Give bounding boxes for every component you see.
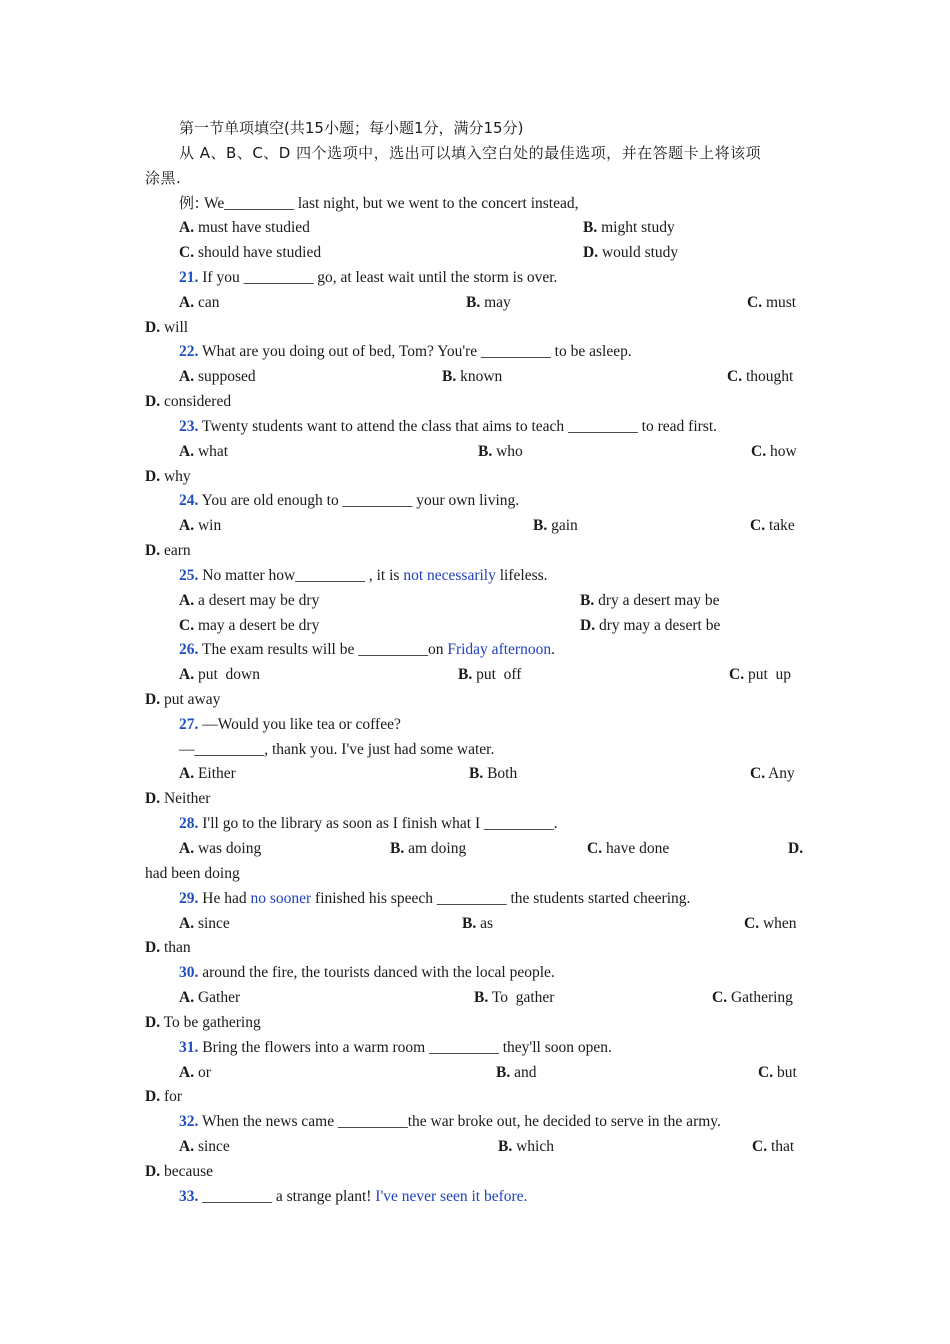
question-29-option-c: C. when	[744, 915, 797, 932]
question-27-stem: 27. —Would you like tea or coffee?	[179, 716, 401, 733]
question-23-stem: 23. Twenty students want to attend the class that aims to teach _________ to read first.	[179, 418, 718, 435]
question-32-stem: 32. When the news came _________the war broke out, he decided to serve in the army.	[179, 1113, 721, 1130]
question-31-option-d: D. for	[145, 1088, 183, 1105]
question-27-option-d: D. Neither	[145, 790, 211, 807]
example-stem-text: We_________ last night, but we went to the concert instead,	[200, 195, 579, 212]
question-27-stem-reply: —_________, thank you. I've just had some water.	[179, 741, 495, 758]
question-22-option-b: B. known	[442, 368, 503, 385]
question-21-option-c: C. must	[747, 294, 797, 311]
question-30-stem: 30. around the fire, the tourists danced with the local people.	[179, 964, 555, 981]
question-28-option-d: had been doing	[145, 865, 240, 882]
question-32-option-a: A. since	[179, 1138, 230, 1155]
question-22-option-d: D. considered	[145, 393, 232, 410]
question-26-option-c: C. put up	[729, 666, 792, 683]
question-24-option-b: B. gain	[533, 517, 578, 534]
question-26-option-b: B. put off	[458, 666, 522, 683]
question-30-option-d: D. To be gathering	[145, 1014, 261, 1031]
question-28-option-c: C. have done	[587, 840, 670, 857]
question-31-option-b: B. and	[496, 1064, 537, 1081]
example-prefix: 例:	[179, 194, 201, 212]
section-title: 第一节单项填空(共15小题；每小题1分，满分15分)	[179, 119, 524, 137]
example-option-c: C. should have studied	[179, 244, 322, 261]
question-24-option-d: D. earn	[145, 542, 191, 559]
question-23-option-b: B. who	[478, 443, 523, 460]
instruction-line-1: 从 A、B、C、D 四个选项中，选出可以填入空白处的最佳选项，并在答题卡上将该项	[179, 144, 762, 162]
question-27-option-c: C. Any	[750, 765, 795, 782]
question-24-option-c: C. take	[750, 517, 795, 534]
question-23-option-a: A. what	[179, 443, 229, 460]
question-32-option-b: B. which	[498, 1138, 554, 1155]
question-33-stem: 33. _________ a strange plant! I've never seen it before.	[179, 1188, 528, 1205]
question-29-stem: 29. He had no sooner finished his speech _________ the students started cheering.	[179, 890, 691, 907]
question-30-option-a: A. Gather	[179, 989, 241, 1006]
question-26-option-d: D. put away	[145, 691, 221, 708]
question-23-option-d: D. why	[145, 468, 191, 485]
question-26-stem: 26. The exam results will be _________on Friday afternoon.	[179, 641, 555, 658]
question-25-option-d: D. dry may a desert be	[580, 617, 721, 634]
question-25-option-c: C. may a desert be dry	[179, 617, 320, 634]
question-22-stem: 22. What are you doing out of bed, Tom? You're _________ to be asleep.	[179, 343, 632, 360]
question-27-option-b: B. Both	[469, 765, 518, 782]
question-30-option-b: B. To gather	[474, 989, 555, 1006]
question-28-option-a: A. was doing	[179, 840, 262, 857]
question-21-stem: 21. If you _________ go, at least wait until the storm is over.	[179, 269, 558, 286]
example-option-a: A. must have studied	[179, 219, 310, 236]
question-31-stem: 31. Bring the flowers into a warm room _________ they'll soon open.	[179, 1039, 612, 1056]
question-28-stem: 28. I'll go to the library as soon as I finish what I _________.	[179, 815, 558, 832]
question-29-option-d: D. than	[145, 939, 191, 956]
question-32-option-c: C. that	[752, 1138, 795, 1155]
example-option-b: B. might study	[583, 219, 675, 236]
question-23-option-c: C. how	[751, 443, 797, 460]
question-31-option-c: C. but	[758, 1064, 797, 1081]
question-28-option-b: B. am doing	[390, 840, 467, 857]
question-21-option-b: B. may	[466, 294, 511, 311]
question-25-option-a: A. a desert may be dry	[179, 592, 320, 609]
question-31-option-a: A. or	[179, 1064, 211, 1081]
question-24-option-a: A. win	[179, 517, 222, 534]
example-option-d: D. would study	[583, 244, 679, 261]
example-stem	[179, 193, 578, 214]
instruction-line-2: 涂黑.	[145, 169, 182, 187]
question-27-option-a: A. Either	[179, 765, 236, 782]
question-22-option-a: A. supposed	[179, 368, 256, 385]
question-21-option-d: D. will	[145, 319, 189, 336]
question-25-option-b: B. dry a desert may be	[580, 592, 720, 609]
question-29-option-a: A. since	[179, 915, 230, 932]
question-28-option-d-label: D.	[788, 840, 804, 857]
question-32-option-d: D. because	[145, 1163, 214, 1180]
question-25-stem: 25. No matter how_________ , it is not necessarily lifeless.	[179, 567, 548, 584]
question-26-option-a: A. put down	[179, 666, 260, 683]
question-24-stem: 24. You are old enough to _________ your own living.	[179, 492, 520, 509]
question-22-option-c: C. thought	[727, 368, 794, 385]
question-21-option-a: A. can	[179, 294, 220, 311]
question-30-option-c: C. Gathering	[712, 989, 793, 1006]
question-29-option-b: B. as	[462, 915, 494, 932]
